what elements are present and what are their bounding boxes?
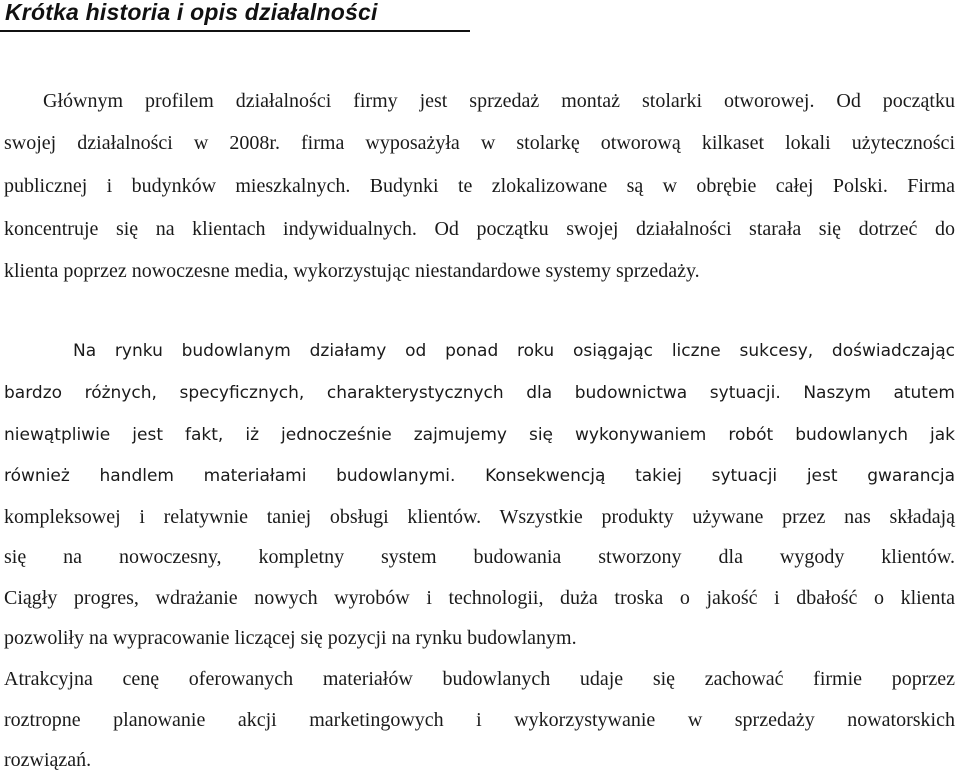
paragraph1-line: swojej działalności w 2008r. firma wyposażyła w stolarkę otworową kilkaset lokali użyteczności: [4, 132, 955, 154]
paragraph1-line: publicznej i budynków mieszkalnych. Budynki te zlokalizowane są w obrębie całej Polski. Firma: [4, 175, 955, 197]
paragraph2-line: roztropne planowanie akcji marketingowych i wykorzystywanie w sprzedaży nowatorskich: [4, 709, 955, 731]
paragraph2-line: bardzo różnych, specyficznych, charakterystycznych dla budownictwa sytuacji. Naszym atutem: [4, 383, 955, 403]
title-underline: [0, 0, 470, 32]
paragraph1-line: Głównym profilem działalności firmy jest sprzedaż montaż stolarki otworowej. Od początku: [43, 90, 955, 112]
page-title: Krótka historia i opis działalności: [5, 0, 378, 25]
paragraph2-line: się na nowoczesny, kompletny system budowania stworzony dla wygody klientów.: [4, 546, 955, 568]
paragraph2-line: kompleksowej i relatywnie taniej obsługi klientów. Wszystkie produkty używane przez nas składają: [4, 506, 955, 528]
paragraph2-line: Atrakcyjna cenę oferowanych materiałów budowlanych udaje się zachować firmie poprzez: [4, 668, 955, 690]
paragraph2-line: rozwiązań.: [4, 749, 92, 771]
paragraph2-line: również handlem materiałami budowlanymi. Konsekwencją takiej sytuacji jest gwarancja: [4, 466, 955, 486]
paragraph1-line: koncentruje się na klientach indywidualnych. Od początku swojej działalności starała się dotrzeć do: [4, 218, 955, 240]
paragraph1-line: klienta poprzez nowoczesne media, wykorzystując niestandardowe systemy sprzedaży.: [4, 260, 700, 282]
paragraph2-line: Na rynku budowlanym działamy od ponad roku osiągając liczne sukcesy, doświadczając: [73, 341, 955, 361]
paragraph2-line: niewątpliwie jest fakt, iż jednocześnie zajmujemy się wykonywaniem robót budowlanych jak: [4, 425, 955, 445]
paragraph2-line: pozwoliły na wypracowanie liczącej się pozycji na rynku budowlanym.: [4, 627, 577, 649]
paragraph2-line: Ciągły progres, wdrażanie nowych wyrobów i technologii, duża troska o jakość i dbałość o klienta: [4, 587, 955, 609]
